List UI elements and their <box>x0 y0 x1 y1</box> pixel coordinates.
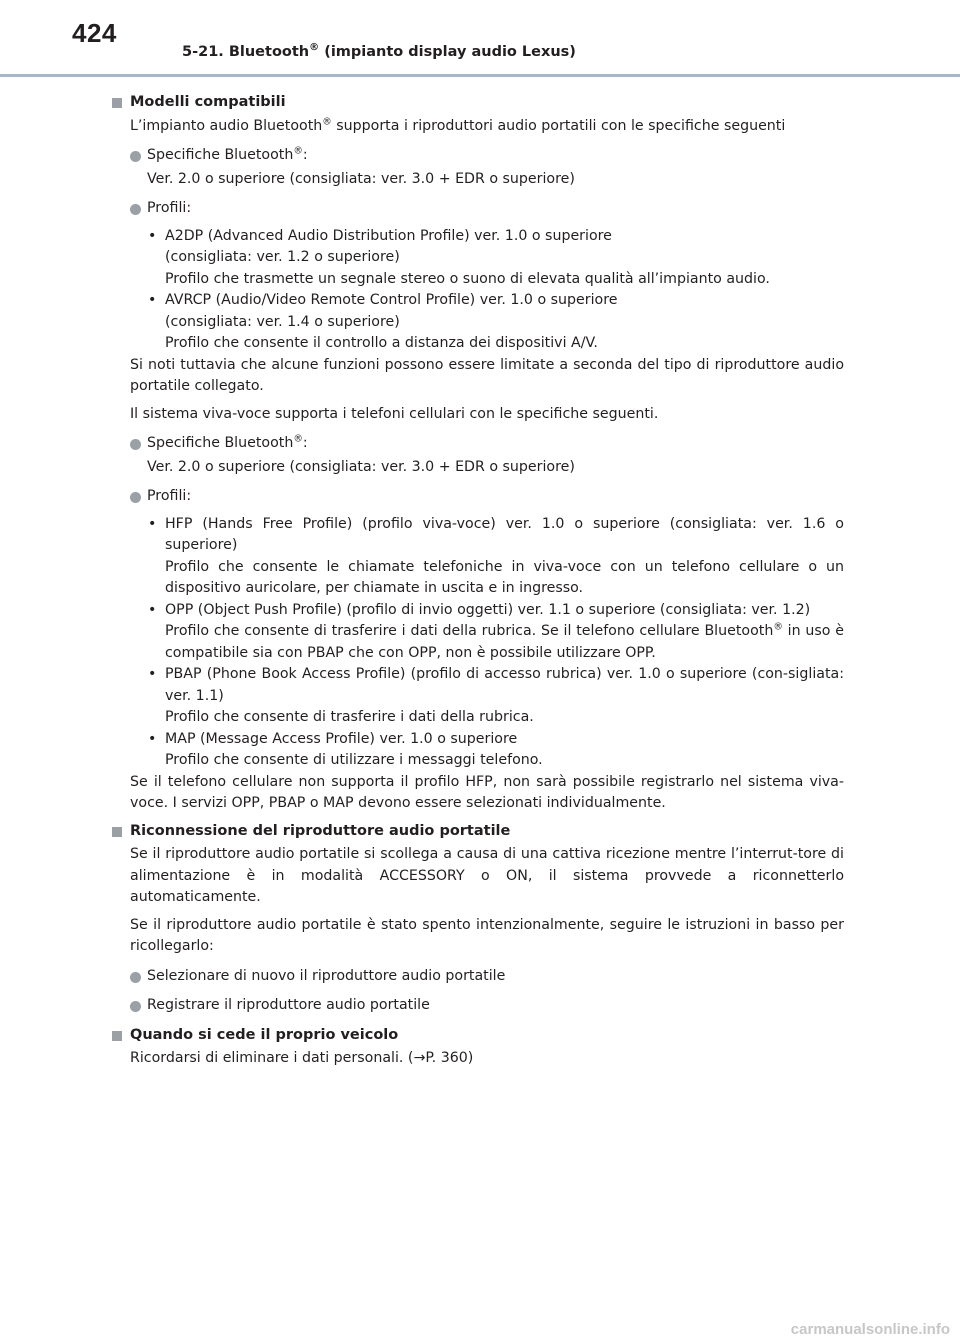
section-heading-transfer: Quando si cede il proprio veicolo <box>112 1025 844 1047</box>
square-bullet-icon <box>112 98 122 108</box>
section-title: 5-21. Bluetooth <box>182 44 310 60</box>
circle-bullet-icon <box>130 151 141 162</box>
arrow-icon: → <box>413 1050 426 1066</box>
circle-bullet-icon <box>130 492 141 503</box>
running-title <box>182 44 576 60</box>
circle-bullet-icon <box>130 972 141 983</box>
list-item-hf-spec: Specifiche Bluetooth®: <box>130 433 844 455</box>
square-bullet-icon <box>112 827 122 837</box>
section-heading-compat: Modelli compatibili <box>112 92 844 114</box>
list-item-profiles: Profili: <box>130 198 844 220</box>
list-item: • MAP (Message Access Profile) ver. 1.0 o superiore Profilo che consente di utilizzare i messaggi telefono. <box>148 730 543 768</box>
handsfree-intro: Il sistema viva-voce supporta i telefoni cellulari con le specifiche seguenti. <box>130 405 659 422</box>
profiles-list <box>112 226 844 355</box>
compat-intro: L’impianto audio Bluetooth® supporta i riproduttori audio portatili con le specifiche seguenti <box>130 115 786 134</box>
spec-value: Ver. 2.0 o superiore (consigliata: ver. 3.0 + EDR o superiore) <box>147 170 575 187</box>
list-item: • PBAP (Phone Book Access Profile) (profilo di accesso rubrica) ver. 1.0 o superiore (con-sigliata: ver. 1.1) Profilo che consente di trasferire i dati della rubrica. <box>148 666 844 725</box>
section-subtitle: (impianto display audio Lexus) <box>319 44 576 60</box>
list-item-spec: Specifiche Bluetooth®: <box>130 145 844 167</box>
page-reference-link[interactable]: P. 360) <box>425 1050 474 1066</box>
section-heading-reconnect: Riconnessione del riproduttore audio portatile <box>112 821 844 843</box>
list-item-reconnect-1: Selezionare di nuovo il riproduttore audio portatile <box>130 966 844 988</box>
page-number: 424 <box>72 18 117 48</box>
reconnect-p2: Se il riproduttore audio portatile è stato spento intenzionalmente, seguire le istruzioni in basso per ricollegarlo: <box>130 916 844 954</box>
list-item: • AVRCP (Audio/Video Remote Control Profile) ver. 1.0 o superiore (consigliata: ver. 1.4 o superiore) Profilo che consente il controllo a distanza dei dispositivi A/V. <box>148 292 618 351</box>
compat-note: Si noti tuttavia che alcune funzioni possono essere limitate a seconda del tipo di riproduttore audio portatile collegato. <box>130 356 844 394</box>
list-item: • HFP (Hands Free Profile) (profilo viva-voce) ver. 1.0 o superiore (consigliata: ver. 1.6 o superiore) Profilo che consente le chiamate telefoniche in viva-voce con un telefono cellulare o un dispositivo auricolare, per chiamate in uscita e in ingresso. <box>148 515 844 596</box>
watermark: carmanualsonline.info <box>790 1321 950 1338</box>
circle-bullet-icon <box>130 204 141 215</box>
list-item: • A2DP (Advanced Audio Distribution Profile) ver. 1.0 o superiore (consigliata: ver. 1.2 o superiore) Profilo che trasmette un segnale stereo o suono di elevata qualità all’impianto audio. <box>148 227 770 287</box>
registered-mark: ® <box>309 42 320 54</box>
list-item-reconnect-2: Registrare il riproduttore audio portatile <box>130 995 844 1017</box>
square-bullet-icon <box>112 1031 122 1041</box>
hf-note: Se il telefono cellulare non supporta il profilo HFP, non sarà possibile registrarlo nel sistema viva-voce. I servizi OPP, PBAP o MAP devono essere selezionati individualmente. <box>130 773 844 811</box>
page-header <box>0 0 960 78</box>
reconnect-p1: Se il riproduttore audio portatile si scollega a causa di una cattiva ricezione mentre l’interrut-tore di alimentazione è in modalità ACCESSORY o ON, il sistema provvede a riconnetterlo automaticamente. <box>130 846 844 905</box>
list-item-hf-profiles: Profili: <box>130 486 844 508</box>
header-rule <box>0 74 960 77</box>
transfer-text: Ricordarsi di eliminare i dati personali. (→P. 360) <box>130 1050 474 1066</box>
list-item: • OPP (Object Push Profile) (profilo di invio oggetti) ver. 1.1 o superiore (consigliata: ver. 1.2) Profilo che consente di trasferire i dati della rubrica. Se il telefono cellulare Bluetooth® in uso è compatibile sia con PBAP che con OPP, non è possibile utilizzare OPP. <box>148 601 844 661</box>
hf-spec-value: Ver. 2.0 o superiore (consigliata: ver. 3.0 + EDR o superiore) <box>147 458 575 475</box>
circle-bullet-icon <box>130 439 141 450</box>
hf-profiles-list <box>112 514 844 772</box>
circle-bullet-icon <box>130 1001 141 1012</box>
page-content <box>112 92 844 1076</box>
